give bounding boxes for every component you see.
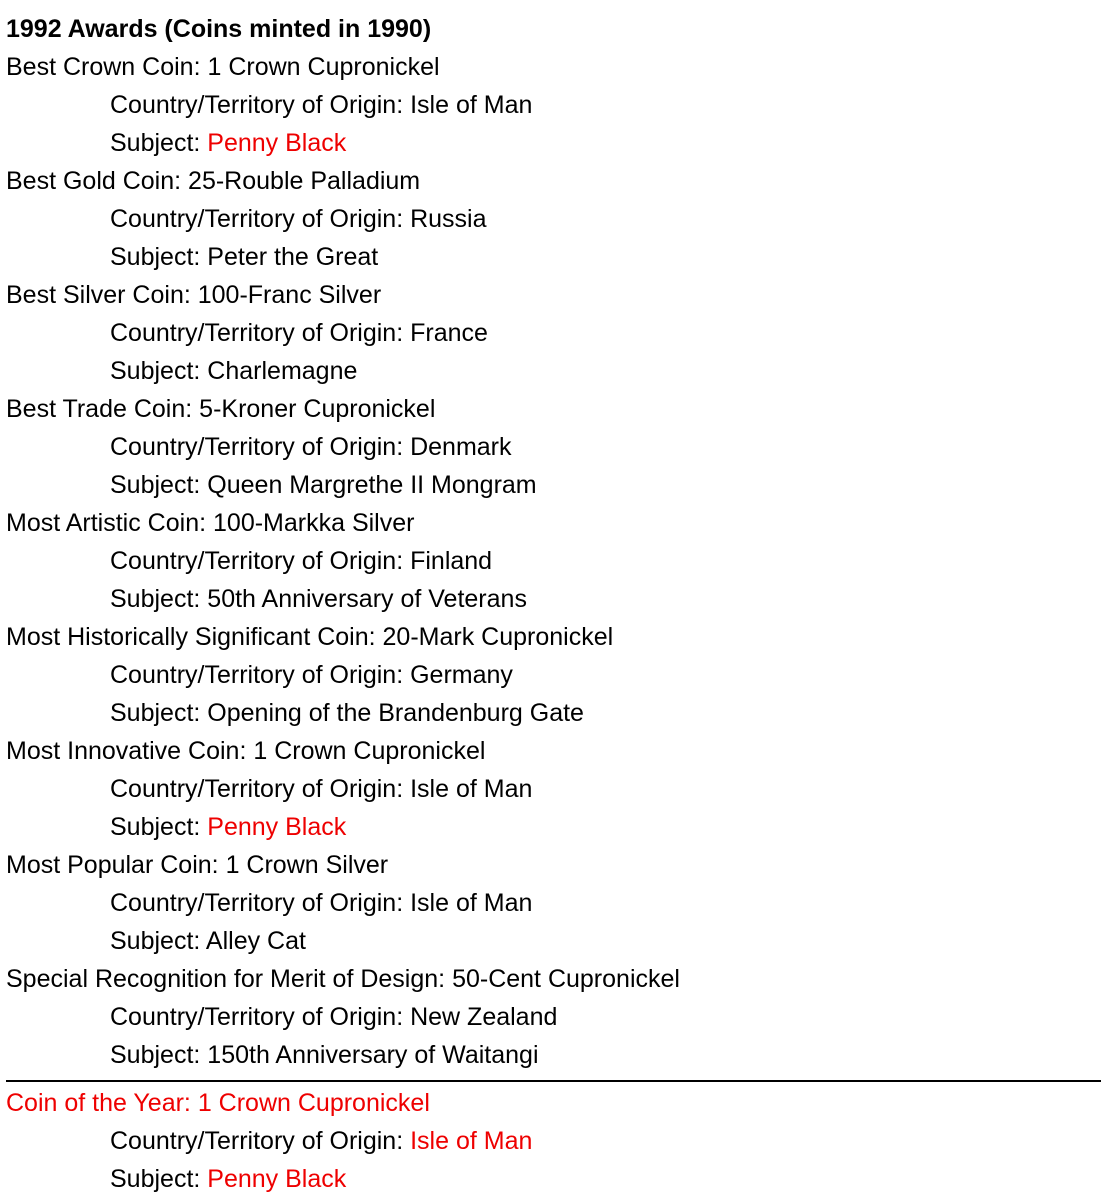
award-subject [6,694,1107,732]
award-subject [6,124,1107,162]
subject-label: Subject: [110,927,201,955]
award-coin: 1 Crown Cupronickel [207,53,440,81]
award-origin [6,656,1107,694]
subject-label: Subject: [110,813,201,841]
award-category: Best Trade Coin: [6,395,193,423]
award-origin [6,200,1107,238]
award-entry [6,504,1107,618]
award-coin: 5-Kroner Cupronickel [199,395,436,423]
award-category: Most Historically Significant Coin: [6,623,376,651]
subject-value: Peter the Great [207,243,379,271]
origin-label: Country/Territory of Origin: [110,1003,404,1031]
origin-label: Country/Territory of Origin: [110,547,404,575]
award-heading [6,48,1107,86]
award-origin [6,1122,1107,1160]
subject-value: Queen Margrethe II Mongram [207,471,537,499]
subject-value: Alley Cat [205,927,306,955]
award-category: Special Recognition for Merit of Design: [6,965,446,993]
award-origin [6,428,1107,466]
subject-label: Subject: [110,471,201,499]
subject-label: Subject: [110,585,201,613]
subject-label: Subject: [110,357,201,385]
origin-label: Country/Territory of Origin: [110,775,404,803]
origin-label: Country/Territory of Origin: [110,433,404,461]
origin-label: Country/Territory of Origin: [110,319,404,347]
award-coin: 100-Franc Silver [197,281,382,309]
award-origin [6,542,1107,580]
award-heading [6,960,1107,998]
award-coin: 100-Markka Silver [213,509,415,537]
award-subject [6,580,1107,618]
award-heading [6,162,1107,200]
award-coin: 1 Crown Cupronickel [253,737,486,765]
origin-value: Germany [410,661,513,689]
award-heading [6,1084,1107,1122]
origin-value: Denmark [410,433,512,461]
award-coin: 1 Crown Cupronickel [197,1089,430,1117]
origin-value: Isle of Man [410,91,533,119]
award-heading [6,846,1107,884]
award-origin [6,86,1107,124]
award-heading [6,276,1107,314]
award-entry [6,618,1107,732]
award-subject [6,352,1107,390]
award-origin [6,770,1107,808]
origin-label: Country/Territory of Origin: [110,205,404,233]
award-origin [6,314,1107,352]
award-subject [6,238,1107,276]
award-entry [6,732,1107,846]
award-category: Best Crown Coin: [6,53,201,81]
section-divider [6,1080,1101,1082]
award-category: Most Innovative Coin: [6,737,247,765]
subject-label: Subject: [110,699,201,727]
award-entry [6,960,1107,1074]
origin-value: France [410,319,488,347]
origin-label: Country/Territory of Origin: [110,1127,404,1155]
subject-value: 150th Anniversary of Waitangi [207,1041,539,1069]
origin-value: Isle of Man [410,775,533,803]
subject-label: Subject: [110,1041,201,1069]
award-entry [6,390,1107,504]
origin-value: Isle of Man [410,1127,533,1155]
award-entry [6,846,1107,960]
award-category: Most Artistic Coin: [6,509,207,537]
subject-label: Subject: [110,129,201,157]
award-heading [6,618,1107,656]
award-coin: 50-Cent Cupronickel [452,965,680,993]
award-coin: 20-Mark Cupronickel [382,623,614,651]
award-heading [6,504,1107,542]
origin-value: New Zealand [410,1003,558,1031]
origin-value: Finland [410,547,493,575]
origin-label: Country/Territory of Origin: [110,91,404,119]
subject-value: 50th Anniversary of Veterans [207,585,527,613]
award-coin: 1 Crown Silver [225,851,389,879]
award-category: Most Popular Coin: [6,851,219,879]
award-category: Coin of the Year: [6,1089,191,1117]
award-entry [6,48,1107,162]
subject-value: Opening of the Brandenburg Gate [207,699,584,727]
subject-value: Charlemagne [207,357,358,385]
origin-label: Country/Territory of Origin: [110,661,404,689]
award-category: Best Gold Coin: [6,167,182,195]
award-subject [6,808,1107,846]
award-coin: 25-Rouble Palladium [188,167,421,195]
award-origin [6,884,1107,922]
award-category: Best Silver Coin: [6,281,191,309]
award-subject [6,1036,1107,1074]
page-title: 1992 Awards (Coins minted in 1990) [6,15,432,43]
subject-label: Subject: [110,243,201,271]
award-origin [6,998,1107,1036]
subject-label: Subject: [110,1165,201,1193]
award-heading [6,390,1107,428]
subject-value: Penny Black [207,1165,347,1193]
award-entry [6,162,1107,276]
origin-value: Isle of Man [410,889,533,917]
subject-value: Penny Black [207,129,347,157]
award-subject [6,1160,1107,1198]
award-heading [6,732,1107,770]
award-entry [6,276,1107,390]
origin-value: Russia [410,205,487,233]
award-subject [6,922,1107,960]
coin-of-the-year-entry [6,1084,1107,1198]
award-subject [6,466,1107,504]
origin-label: Country/Territory of Origin: [110,889,404,917]
subject-value: Penny Black [207,813,347,841]
